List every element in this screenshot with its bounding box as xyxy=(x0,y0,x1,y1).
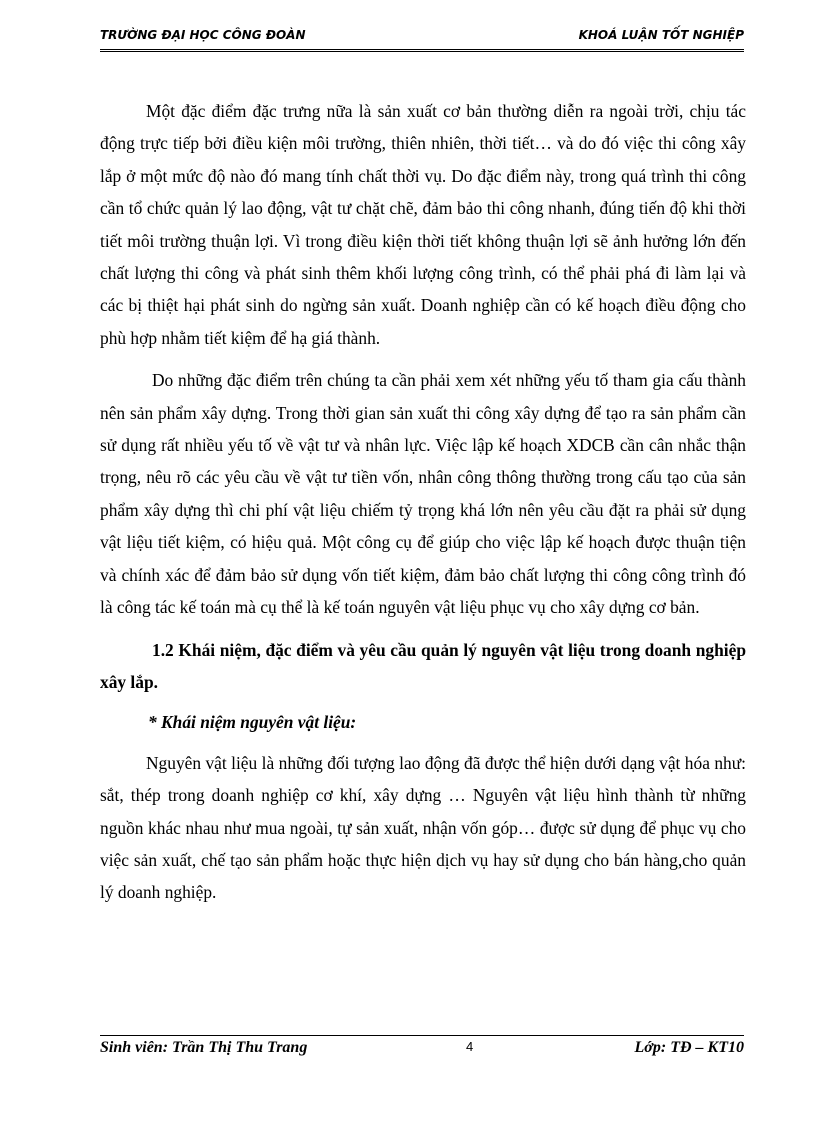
header-divider xyxy=(100,49,744,52)
page-header xyxy=(100,28,744,50)
page-footer xyxy=(100,1039,744,1063)
header-document-type: KHOÁ LUẬN TỐT NGHIỆP xyxy=(578,28,744,42)
footer-divider xyxy=(100,1035,744,1036)
page-body xyxy=(100,95,746,909)
section-heading: 1.2 Khái niệm, đặc điểm và yêu cầu quản lý nguyên vật liệu trong doanh nghiệp xây lắp. xyxy=(100,639,746,692)
body-paragraph-3: Nguyên vật liệu là những đối tượng lao động đã được thể hiện dưới dạng vật hóa như: sắt, thép trong doanh nghiệp cơ khí, xây dựng … Nguyên vật liệu hình thành từ những nguồn khác nhau như mua ngoài, tự sản xuất, nhận vốn góp… được sử dụng để phục vụ cho việc sản xuất, chế tạo sản phẩm hoặc thực hiện dịch vụ hay sử dụng cho bán hàng,cho quản lý doanh nghiệp. xyxy=(100,752,746,903)
footer-student-name: Sinh viên: Trần Thị Thu Trang xyxy=(100,1039,308,1056)
body-paragraph-2: Do những đặc điểm trên chúng ta cần phải xem xét những yếu tố tham gia cấu thành nên sản phẩm xây dựng. Trong thời gian sản xuất thi công xây dựng để tạo ra sản phẩm cần sử dụng rất nhiều yếu tố về vật tư và nhân lực. Việc lập kế hoạch XDCB cần cân nhắc thận trọng, nêu rõ các yêu cầu về vật tư tiền vốn, nhân công thông thường trong cấu tạo của sản phẩm xây dựng thì chi phí vật liệu chiếm tỷ trọng khá lớn nên yêu cầu đặt ra phải sử dụng vật liệu tiết kiệm, có hiệu quả. Một công cụ để giúp cho việc lập kế hoạch được thuận tiện và chính xác để đảm bảo sử dụng vốn tiết kiệm, đảm bảo chất lượng thi công công trình đó là công tác kế toán mà cụ thể là kế toán nguyên vật liệu phục vụ cho xây dựng cơ bản. xyxy=(100,370,746,618)
page-number: 4 xyxy=(466,1039,474,1054)
subsection-heading: * Khái niệm nguyên vật liệu: xyxy=(148,712,357,733)
body-paragraph-1: Một đặc điểm đặc trưng nữa là sản xuất cơ bản thường diễn ra ngoài trời, chịu tác động trực tiếp bởi điều kiện môi trường, thiên nhiên, thời tiết… và do đó việc thi công xây lắp ở một mức độ nào đó mang tính chất thời vụ. Do đặc điểm này, trong quá trình thi công cần tổ chức quản lý lao động, vật tư chặt chẽ, đảm bảo thi công nhanh, đúng tiến độ khi thời tiết môi trường thuận lợi. Vì trong điều kiện thời tiết không thuận lợi sẽ ảnh hưởng lớn đến chất lượng thi công và phát sinh thêm khối lượng công trình, có thể phải phá đi làm lại và các bị thiệt hại phát sinh do ngừng sản xuất. Doanh nghiệp cần có kế hoạch điều động cho phù hợp nhằm tiết kiệm để hạ giá thành. xyxy=(100,101,746,348)
header-university: TRƯỜNG ĐẠI HỌC CÔNG ĐOÀN xyxy=(100,28,306,42)
footer-class: Lớp: TĐ – KT10 xyxy=(634,1039,744,1056)
